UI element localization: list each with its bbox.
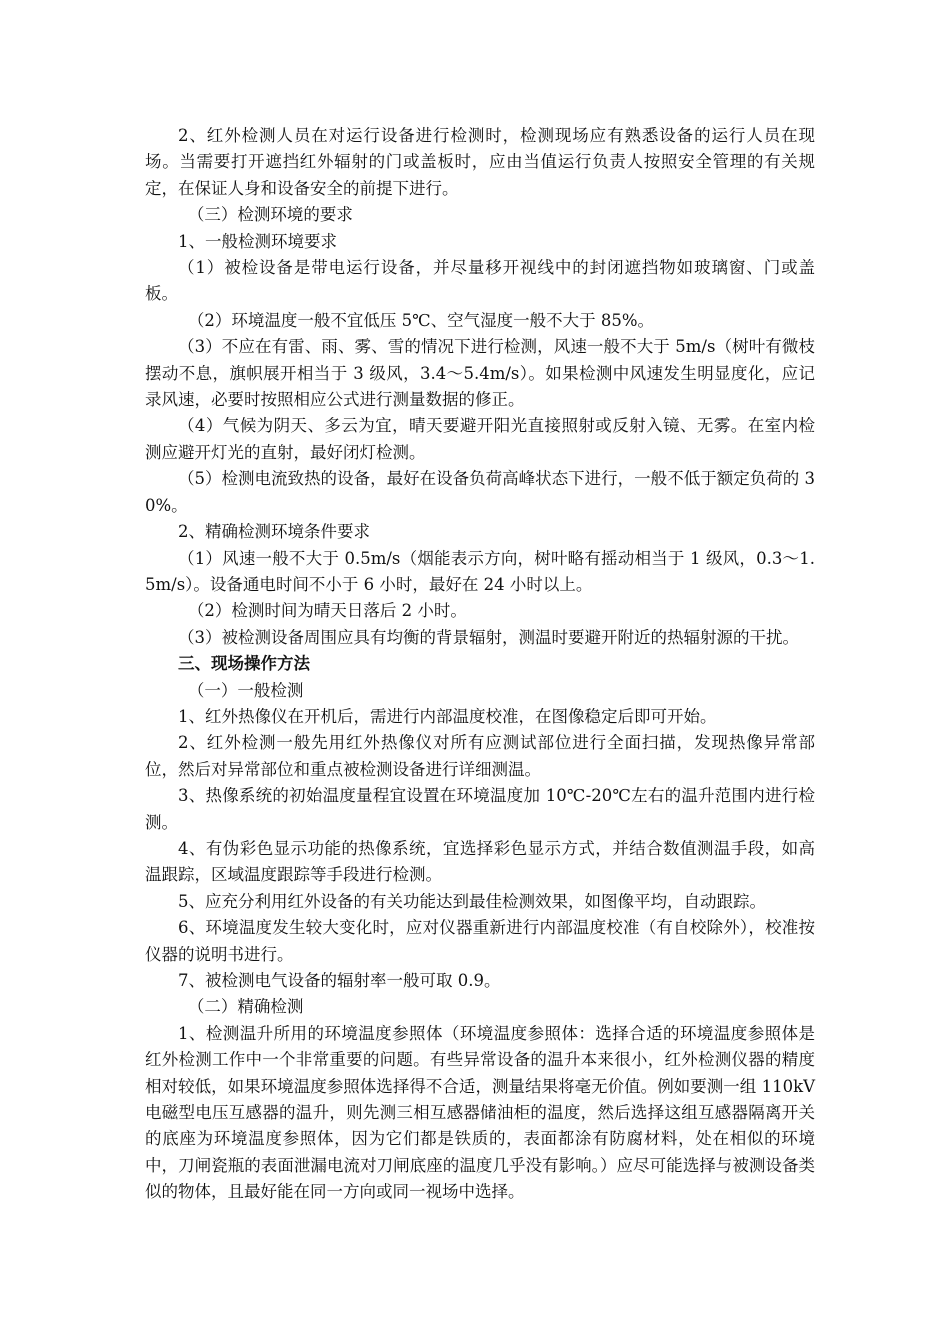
paragraph: 2、红外检测一般先用红外热像仪对所有应测试部位进行全面扫描，发现热像异常部位，然后对异常部位和重点被检测设备进行详细测温。: [145, 733, 815, 779]
paragraph: 4、有伪彩色显示功能的热像系统，宜选择彩色显示方式，并结合数值测温手段，如高温跟踪，区域温度跟踪等手段进行检测。: [145, 838, 815, 885]
paragraph: （2）检测时间为晴天日落后 2 小时。: [187, 601, 467, 621]
paragraph: 7、被检测电气设备的辐射率一般可取 0.9。: [178, 971, 501, 990]
subsection-heading: 1、一般检测环境要求: [178, 231, 337, 251]
paragraph: （3）不应在有雷、雨、雾、雪的情况下进行检测，风速一般不大于 5m/s（树叶有微枝摆动不息，旗帜展开相当于 3 级风，3.4～5.4m/s）。如果检测中风速发生明显度化，应记录风速，必要时按照相应公式进行测量数据的修正。: [145, 337, 815, 410]
paragraph: 3、热像系统的初始温度量程宜设置在环境温度加 10℃-20℃左右的温升范围内进行检测。: [145, 786, 815, 832]
subsection-heading: 2、精确检测环境条件要求: [178, 522, 370, 542]
document-page: [145, 123, 815, 1206]
section-heading: （二）精确检测: [187, 997, 304, 1017]
paragraph: 1、红外热像仪在开机后，需进行内部温度校准，在图像稳定后即可开始。: [178, 706, 717, 726]
paragraph: （2）环境温度一般不宜低压 5℃、空气湿度一般不大于 85%。: [187, 310, 655, 330]
paragraph: 1、检测温升所用的环境温度参照体（环境温度参照体：选择合适的环境温度参照体是红外检测工作中一个非常重要的问题。有些异常设备的温升本来很小，红外检测仪器的精度相对较低，如果环境温度参照体选择得不合适，测量结果将毫无价值。例如要测一组 110kV 电磁型电压互感器的温升，则先测三相互感器储油柜的温度，然后选择这组互感器隔离开关的底座为环境温度参照体，因为它们都是铁质的，表面都涂有防腐材料，处在相似的环境中，刀闸瓷瓶的表面泄漏电流对刀闸底座的温度几乎没有影响。）应尽可能选择与被测设备类似的物体，且最好能在同一方向或同一视场中选择。: [145, 1023, 815, 1202]
section-heading: （三）检测环境的要求: [187, 205, 353, 225]
paragraph: （4）气候为阴天、多云为宜，晴天要避开阳光直接照射或反射入镜、无雾。在室内检测应避开灯光的直射，最好闭灯检测。: [145, 416, 815, 462]
section-heading: （一）一般检测: [187, 680, 304, 700]
paragraph: （3）被检测设备周围应具有均衡的背景辐射，测温时要避开附近的热辐射源的干扰。: [178, 627, 799, 647]
paragraph: （1）风速一般不大于 0.5m/s（烟能表示方向，树叶略有摇动相当于 1 级风，0.3～1.5m/s）。设备通电时间不小于 6 小时，最好在 24 小时以上。: [145, 548, 815, 594]
paragraph: 6、环境温度发生较大变化时，应对仪器重新进行内部温度校准（有自校除外），校准按仪器的说明书进行。: [145, 918, 815, 964]
paragraph: 5、应充分利用红外设备的有关功能达到最佳检测效果，如图像平均，自动跟踪。: [178, 891, 766, 911]
chapter-heading: 三、现场操作方法: [178, 654, 310, 674]
paragraph: 2、红外检测人员在对运行设备进行检测时，检测现场应有熟悉设备的运行人员在现场。当需要打开遮挡红外辐射的门或盖板时，应由当值运行负责人按照安全管理的有关规定，在保证人身和设备安全的前提下进行。: [145, 126, 815, 198]
paragraph: （5）检测电流致热的设备，最好在设备负荷高峰状态下进行，一般不低于额定负荷的 30%。: [145, 469, 815, 515]
paragraph: （1）被检设备是带电运行设备，并尽量移开视线中的封闭遮挡物如玻璃窗、门或盖板。: [145, 258, 815, 304]
